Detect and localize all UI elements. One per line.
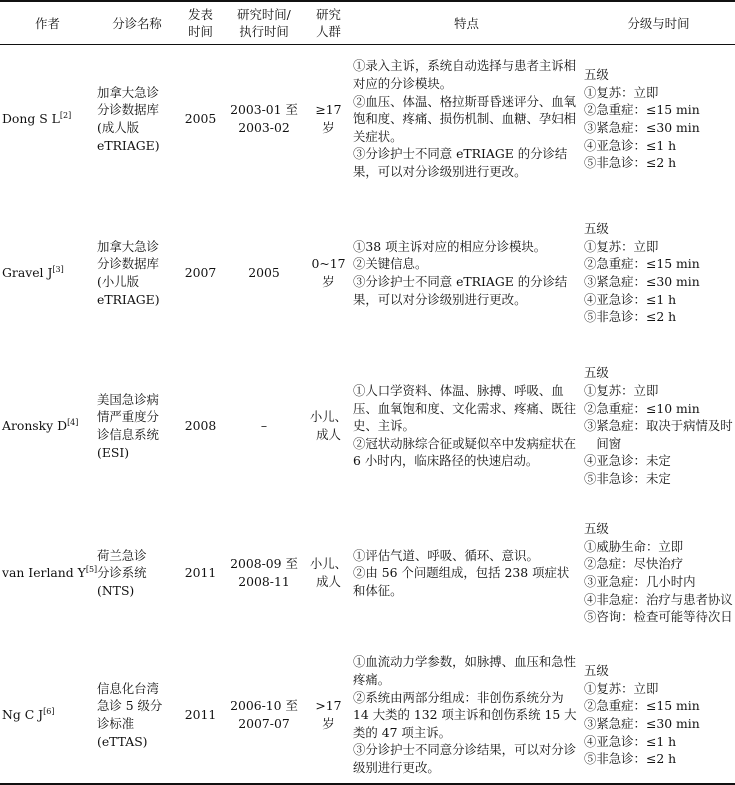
population-cell: 0~17 岁 bbox=[311, 256, 346, 289]
grading-cell: 五级 ①威胁生命：立即 ②急症：尽快治疗 ③亚急症：几小时内 ④非急症：治疗与患者协议 ⑤咨询：检查可能等待次日 bbox=[584, 521, 733, 625]
header-features: 特点 bbox=[351, 1, 582, 45]
header-row bbox=[0, 1, 735, 45]
system-cell: 加拿大急诊 分诊数据库 (小儿版 eTRIAGE) bbox=[97, 238, 160, 307]
period-cell: – bbox=[260, 418, 268, 434]
author-cell: Dong S L[2] bbox=[2, 111, 72, 127]
grading-cell: 五级 ①复苏：立即 ②急重症：≤10 min ③紧急症：取决于病情及时间窗 ④亚急诊：未定 ⑤非急诊：未定 bbox=[584, 365, 733, 486]
reference-marker: [6] bbox=[43, 707, 55, 717]
period-cell: 2006-10 至 2007-07 bbox=[222, 647, 306, 784]
author-cell: Gravel J[3] bbox=[2, 265, 64, 281]
header-grading: 分级与时间 bbox=[582, 1, 735, 45]
author-cell: van Ierland Y[5] bbox=[2, 565, 98, 581]
year-cell: 2011 bbox=[179, 647, 222, 784]
system-cell: 加拿大急诊 分诊数据库 (成人版 eTRIAGE) bbox=[97, 84, 160, 153]
table-row bbox=[0, 499, 735, 647]
features-cell: ①评估气道、呼吸、循环、意识。 ②由 56 个问题组成，包括 238 项症状和体征。 bbox=[353, 547, 570, 598]
grading-cell: 五级 ①复苏：立即 ②急重症：≤15 min ③紧急症：≤30 min ④亚急诊：≤1 h ⑤非急诊：≤2 h bbox=[584, 67, 700, 171]
population-cell: ≥17 岁 bbox=[315, 102, 342, 135]
year-cell: 2005 bbox=[184, 111, 217, 127]
reference-marker: [2] bbox=[59, 111, 72, 121]
table-row bbox=[0, 193, 735, 353]
period-cell: 2003-01 至 2003-02 bbox=[230, 102, 298, 135]
header-population: 研究 人群 bbox=[306, 1, 351, 45]
reference-marker: [4] bbox=[67, 418, 79, 428]
features-cell: ①38 项主诉对应的相应分诊模块。 ②关键信息。 ③分诊护士不同意 eTRIAGE 的分诊结果，可以对分诊级别进行更改。 bbox=[353, 238, 568, 307]
system-cell: 美国急诊病 情严重度分 诊信息系统 (ESI) bbox=[97, 391, 159, 460]
system-cell: 信息化台湾 急诊 5 级分 诊标准 (eTTAS) bbox=[95, 647, 179, 784]
features-cell: ①血流动力学参数，如脉搏、血压和急性疼痛。 ②系统由两部分组成：非创伤系统分为 14 大类的 132 项主诉和创伤系统 15 大类的 47 项主诉。 ③分诊护士不同意分诊结果，可以对分诊级别进行更改。 bbox=[351, 647, 582, 784]
grading-cell: 五级 ①复苏：立即 ②急重症：≤15 min ③紧急症：≤30 min ④亚急诊：≤1 h ⑤非急诊：≤2 h bbox=[582, 647, 735, 784]
period-cell: 2005 bbox=[248, 265, 280, 281]
population-cell: 小儿、 成人 bbox=[309, 409, 348, 442]
population-cell: 小儿、 成人 bbox=[309, 556, 348, 589]
header-period: 研究时间/ 执行时间 bbox=[222, 1, 306, 45]
author-cell: Ng C J[6] bbox=[0, 647, 95, 784]
year-cell: 2011 bbox=[184, 565, 217, 581]
year-cell: 2007 bbox=[184, 265, 217, 281]
header-year: 发表 时间 bbox=[179, 1, 222, 45]
grading-cell: 五级 ①复苏：立即 ②急重症：≤15 min ③紧急症：≤30 min ④亚急诊：≤1 h ⑤非急诊：≤2 h bbox=[584, 221, 700, 325]
features-cell: ①录入主诉，系统自动选择与患者主诉相对应的分诊模块。 ②血压、体温、格拉斯哥昏迷评分、血氧饱和度、疼痛、损伤机制、血糖、孕妇相关症状。 ③分诊护士不同意 eTRIAGE 的分诊结果，可以对分诊级别进行更改。 bbox=[353, 58, 577, 179]
header-system: 分诊名称 bbox=[95, 1, 179, 45]
table-row bbox=[0, 353, 735, 499]
population-cell: >17 岁 bbox=[306, 647, 351, 784]
reference-marker: [3] bbox=[52, 265, 64, 275]
table-row bbox=[0, 45, 735, 194]
table-row bbox=[0, 647, 735, 784]
features-cell: ①人口学资料、体温、脉搏、呼吸、血压、血氧饱和度、文化需求、疼痛、既往史、主诉。 ②冠状动脉综合征或疑似卒中发病症状在 6 小时内，临床路径的快速启动。 bbox=[353, 383, 577, 469]
period-cell: 2008-09 至 2008-11 bbox=[230, 556, 298, 589]
year-cell: 2008 bbox=[184, 418, 217, 434]
reference-marker: [5] bbox=[85, 565, 98, 575]
system-cell: 荷兰急诊 分诊系统 (NTS) bbox=[97, 547, 147, 598]
header-author: 作者 bbox=[0, 1, 95, 45]
author-cell: Aronsky D[4] bbox=[2, 418, 79, 434]
